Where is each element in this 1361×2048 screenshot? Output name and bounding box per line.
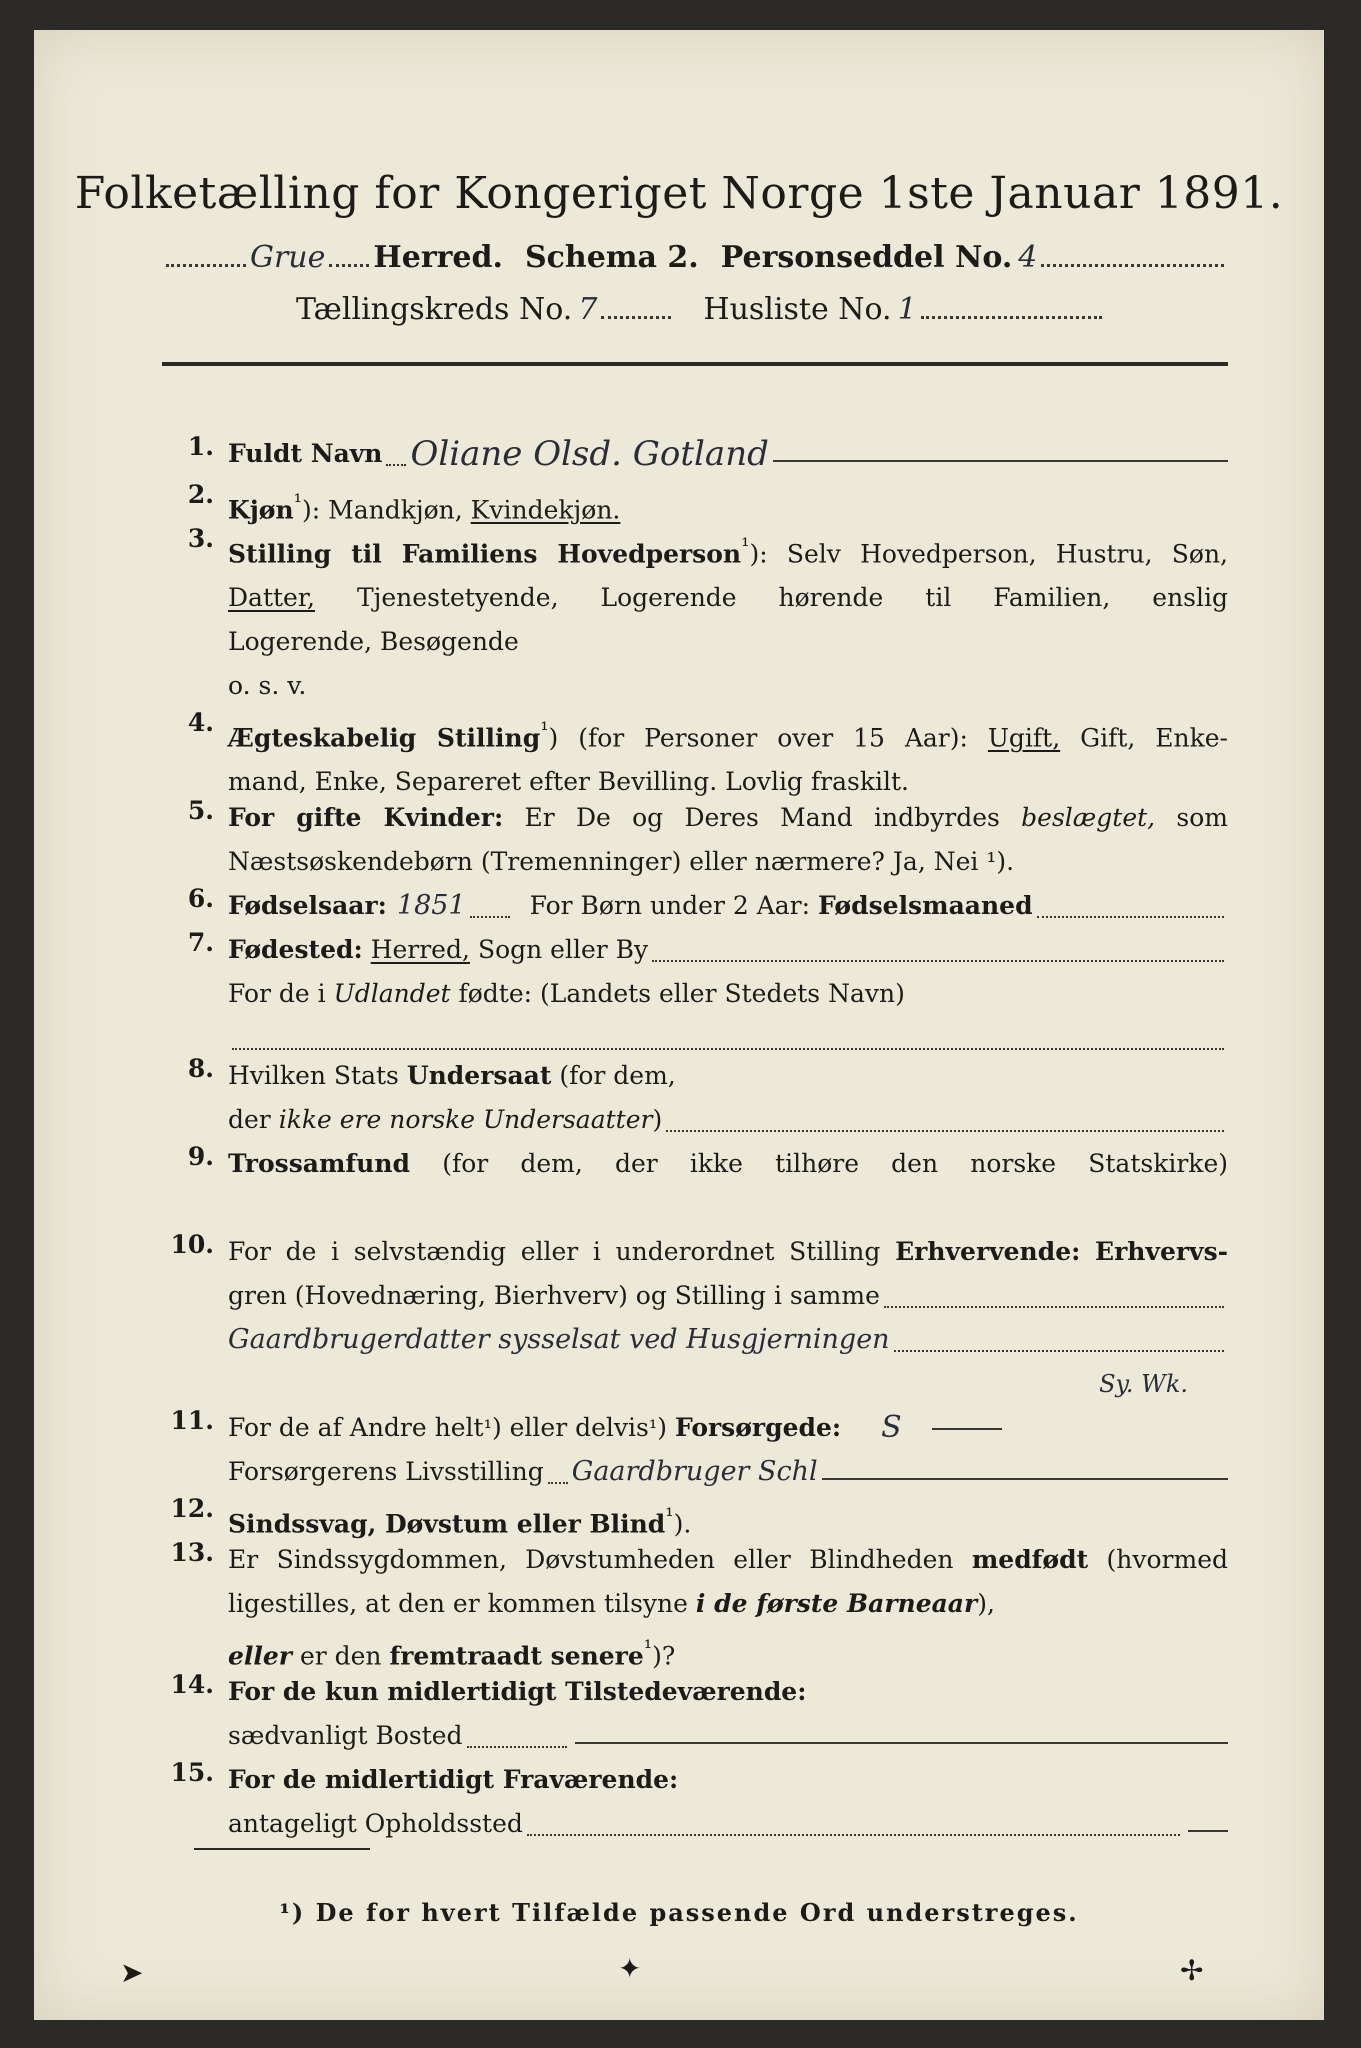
married-women-label: For gifte Kvinder: bbox=[228, 803, 504, 832]
kreds-value: 7 bbox=[578, 292, 598, 327]
name-value: Oliane Olsd. Gotland bbox=[410, 434, 769, 474]
header-line-herred bbox=[162, 240, 1228, 275]
citizenship-line2: der bbox=[228, 1105, 271, 1134]
footnote-ref: ¹ bbox=[293, 490, 302, 514]
position-options: ): Selv Hovedperson, Hustru, Søn, bbox=[749, 539, 1228, 569]
probable-residence-label: antageligt Opholdssted bbox=[228, 1809, 523, 1838]
occupation-label-2: Erhvervs- bbox=[1095, 1237, 1229, 1266]
marital-selected: Ugift, bbox=[987, 723, 1061, 753]
married-women-text-2: som bbox=[1176, 803, 1229, 832]
item-number: 5. bbox=[187, 796, 214, 825]
congenital-eller: eller bbox=[228, 1641, 292, 1671]
birth-month-label: Fødselsmaaned bbox=[818, 891, 1033, 920]
religion-label: Trossamfund bbox=[228, 1149, 411, 1178]
header-line-kreds bbox=[296, 292, 1106, 327]
form-title: Folketælling for Kongeriget Norge 1ste Januar 1891. bbox=[74, 168, 1284, 219]
sex-selected: Kvindekjøn. bbox=[470, 495, 621, 525]
usual-residence-label: sædvanligt Bosted bbox=[228, 1721, 463, 1750]
husliste-value: 1 bbox=[897, 292, 917, 327]
congenital-line2: ligestilles, at den er kommen tilsyne bbox=[228, 1589, 688, 1618]
corner-mark-right: ✢ bbox=[1180, 1954, 1204, 1987]
congenital-italic: i de første Barneaar bbox=[695, 1589, 978, 1618]
position-options-3: Logerende, Besøgende bbox=[228, 627, 519, 657]
husliste-label: Husliste No. bbox=[703, 292, 892, 327]
congenital-text-2: (hvormed bbox=[1106, 1545, 1228, 1574]
congenital-line3: er den bbox=[299, 1641, 382, 1671]
item-number: 2. bbox=[187, 480, 214, 509]
birth-month-text: For Børn under 2 Aar: bbox=[529, 891, 811, 920]
kreds-label: Tællingskreds No. bbox=[296, 292, 573, 327]
footnote: ¹) De for hvert Tilfælde passende Ord understreges. bbox=[279, 1898, 1079, 1927]
item-number: 3. bbox=[187, 524, 214, 553]
herred-label: Herred. bbox=[373, 240, 503, 275]
marital-options: Gift, Enke- bbox=[1080, 723, 1229, 753]
item-number: 12. bbox=[170, 1494, 214, 1523]
supporter-label: Forsørgerens Livsstilling bbox=[228, 1457, 544, 1486]
congenital-text: Er Sindssygdommen, Døvstumheden eller Blindheden bbox=[228, 1545, 954, 1574]
item-number: 8. bbox=[187, 1054, 214, 1083]
item-number: 14. bbox=[170, 1670, 214, 1699]
occupation-value: Gaardbrugerdatter sysselsat ved Husgjerningen bbox=[228, 1324, 890, 1355]
personseddel-value: 4 bbox=[1018, 240, 1038, 275]
supported-mark: S bbox=[881, 1410, 902, 1445]
corner-mark-left: ➤ bbox=[120, 1956, 144, 1989]
congenital-later-label: fremtraadt senere bbox=[389, 1641, 644, 1671]
name-label: Fuldt Navn bbox=[228, 439, 383, 468]
birth-year-label: Fødselsaar: bbox=[228, 891, 387, 920]
abroad-text-2: fødte: (Landets eller Stedets Navn) bbox=[458, 979, 905, 1008]
disability-label: Sindssvag, Døvstum eller Blind bbox=[228, 1509, 666, 1539]
position-selected: Datter, bbox=[228, 583, 315, 613]
marital-label: Ægteskabelig Stilling bbox=[228, 723, 541, 753]
supported-text: For de af Andre helt bbox=[228, 1413, 484, 1442]
citizenship-italic: ikke ere norske Undersaatter bbox=[278, 1105, 653, 1134]
congenital-line2-end: ), bbox=[977, 1589, 995, 1618]
item-number: 13. bbox=[170, 1538, 214, 1567]
congenital-line3-end: )? bbox=[652, 1641, 676, 1671]
item-number: 6. bbox=[187, 884, 214, 913]
abroad-italic: Udlandet bbox=[333, 979, 451, 1008]
birthplace-selected: Herred, bbox=[370, 935, 470, 964]
religion-text: (for dem, der ikke tilhøre den norske Statskirke) bbox=[442, 1149, 1228, 1178]
corner-mark-center: ✦ bbox=[618, 1952, 642, 1985]
congenital-label: medfødt bbox=[971, 1545, 1089, 1574]
occupation-label: Erhvervende: bbox=[895, 1237, 1081, 1266]
item-number: 15. bbox=[170, 1758, 214, 1787]
header-divider bbox=[162, 362, 1228, 366]
sex-options: ): Mandkjøn, bbox=[301, 495, 463, 525]
position-options-2: Tjenestetyende, Logerende hørende til Familien, enslig bbox=[356, 583, 1229, 613]
birth-year-value: 1851 bbox=[396, 890, 466, 921]
item-number: 7. bbox=[187, 928, 214, 957]
supported-label: Forsørgede: bbox=[674, 1413, 842, 1442]
citizenship-label: Undersaat bbox=[406, 1061, 552, 1090]
item-number: 1. bbox=[187, 432, 214, 461]
citizenship-text: Hvilken Stats bbox=[228, 1061, 399, 1090]
item-number: 11. bbox=[170, 1406, 214, 1435]
abroad-text: For de i bbox=[228, 979, 326, 1008]
marital-options-2: mand, Enke, Separeret efter Bevilling. Lovlig fraskilt. bbox=[228, 767, 909, 797]
occupation-note: Sy. Wk. bbox=[1099, 1370, 1188, 1398]
item-number: 10. bbox=[170, 1230, 214, 1259]
item-number: 9. bbox=[187, 1142, 214, 1171]
herred-value: Grue bbox=[250, 240, 326, 275]
citizenship-text-2: (for dem, bbox=[559, 1061, 676, 1090]
married-women-italic: beslægtet, bbox=[1021, 803, 1156, 832]
position-label: Stilling til Familiens Hovedperson bbox=[228, 539, 742, 569]
supported-text-2: ) eller delvis bbox=[491, 1413, 649, 1442]
supported-text-3: ) bbox=[657, 1413, 667, 1442]
disability-text: ). bbox=[673, 1509, 692, 1539]
temporary-present-label: For de kun midlertidigt Tilstedeværende: bbox=[228, 1677, 807, 1706]
personseddel-label: Personseddel No. bbox=[720, 240, 1013, 275]
item-number: 4. bbox=[187, 708, 214, 737]
marital-text: ) (for Personer over 15 Aar): bbox=[548, 723, 968, 753]
position-options-4: o. s. v. bbox=[228, 671, 307, 701]
birthplace-label: Fødested: bbox=[228, 935, 363, 964]
occupation-line2: gren (Hovednæring, Bierhverv) og Stilling i samme bbox=[228, 1281, 880, 1310]
footnote-divider bbox=[194, 1848, 370, 1850]
temporary-absent-label: For de midlertidigt Fraværende: bbox=[228, 1765, 679, 1794]
census-form-sheet: Folketælling for Kongeriget Norge 1ste Januar 1891. Grue Herred. Schema 2. Personseddel No. 4 Tællingskreds No. 7 Husliste No. 1 1. Fuldt Navn Oliane Olsd. Gotland 2. Kjøn$^{^1}$): Mandkjøn, Kvindekjøn. 3. Stilling til Familiens Hovedperson$^{^1}$): Selv Hovedperson, Hustru, Søn, Datter, Tjenestetyende, Logerende hørende til Familien, enslig Logerende, Besøgende o. s. v. 4. Ægteskabelig Stilling$^{^1}$) (for Personer over 15 Aar): Ugift, Gift, Enke- mand, Enke, Separeret efter Bevilling. Lovlig fraskilt. 5. For gifte Kvinder: Er De og Deres Mand indbyrdes beslægtet, som Næstsøskendebørn (Tremenninger) eller nærmere? Ja, Nei ¹). 6. Fødselsaar: 1851 For Børn under 2 Aar: Fødselsmaaned 7. Fødested: Herred, Sogn eller By For de i Udlandet fødte: (Landets eller Stedets Navn) 8. Hvilken Stats Undersaat (for dem, der ikke ere norske Undersaatter ) 9. Trossamfund (for dem, der ikke tilhøre den norske Statskirke) 10. For de i selvstændig eller i underordnet Stilling Erhvervende: Erhvervs- gren (Hovednæring, Bierhverv) og Stilling i samme Gaardbrugerdatter sysselsat ved Husgjerningen Sy. Wk. 11. For de af Andre helt ¹ ) eller delvis ¹ ) Forsørgede: S Forsørgerens Livsstilling Gaardbruger Schl 12. Sindssvag, Døvstum eller Blind$^{^1}$). 13. Er Sindssygdommen, Døvstumheden eller Blindheden medfødt (hvormed ligestilles, at den er kommen tilsyne i de første Barneaar), eller er den fremtraadt senere$^{^1}$)? 14. For de kun midlertidigt Tilstedeværende: sædvanligt Bosted 15. For de midlertidigt Fraværende: antageligt Opholdssted ¹) De for hvert Tilfælde passende Ord understreges. ➤ ✦ ✢ bbox=[34, 30, 1324, 2020]
birthplace-options: Sogn eller By bbox=[477, 935, 649, 964]
citizenship-close: ) bbox=[652, 1105, 663, 1134]
sex-label: Kjøn bbox=[228, 495, 294, 525]
married-women-question: Næstsøskendebørn (Tremenninger) eller nærmere? Ja, Nei ¹). bbox=[228, 847, 1015, 876]
married-women-text: Er De og Deres Mand indbyrdes bbox=[524, 803, 1000, 832]
occupation-text: For de i selvstændig eller i underordnet Stilling bbox=[228, 1237, 881, 1266]
supporter-value: Gaardbruger Schl bbox=[571, 1456, 818, 1487]
schema-label: Schema 2. bbox=[524, 240, 699, 275]
